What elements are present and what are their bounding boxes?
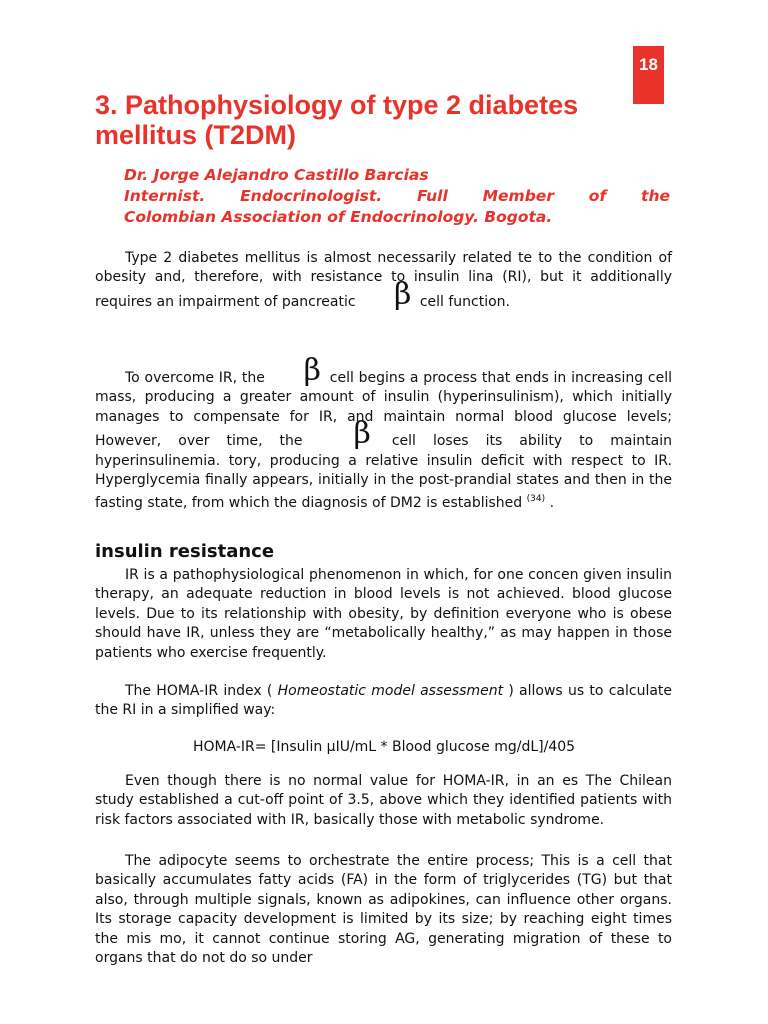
paragraph-beta-cell	[95, 353, 673, 514]
paragraph-text: Type 2 diabetes mellitus is almost necessarily related te to the condition of obesity and, therefore, with resistance to insulin lina (RI), but it additionally requires an impairment of pancreatic	[95, 250, 672, 310]
paragraph-text: cell begins a process that ends in increasing cell mass, producing a greater amount of insulin (hyperinsulinism), which initially manages to compensate for IR, and maintain normal blood glucose levels; However, over time, the	[95, 370, 673, 450]
paragraph-text: Even though there is no normal value for HOMA-IR, in an es The Chilean study established a cut-off point of 3.5, above which they identified patients with risk factors associated with IR, basically those with metabolic syndrome.	[95, 773, 672, 828]
author-block	[124, 165, 670, 228]
paragraph-text: cell function.	[419, 293, 511, 310]
paragraph-text: To overcome IR, the	[125, 370, 265, 386]
paragraph-text: cell loses its ability to maintain hyperinsulinemia. tory, producing a relative insulin deficit with respect to IR. Hyperglycemia finally appears, initially in the post-prandial states and then in the fasting state, from which the diagnosis of DM2 is established	[95, 433, 673, 512]
homa-formula: HOMA-IR= [Insulin µIU/mL * Blood glucose mg/dL]/405	[192, 739, 576, 755]
citation-superscript: (34)	[526, 494, 546, 505]
beta-symbol: β	[353, 416, 371, 452]
paragraph-intro	[95, 249, 672, 312]
author-affiliation: Colombian Association of Endocrinology. Bogota.	[124, 208, 553, 226]
section-heading: insulin resistance	[95, 541, 275, 562]
page-number-badge: 18	[633, 46, 664, 104]
beta-symbol: β	[394, 276, 412, 312]
paragraph-ir-definition	[95, 566, 672, 663]
paragraph-adipocyte	[95, 852, 672, 968]
paragraph-text: .	[549, 495, 555, 512]
italic-term: Homeostatic model assessment	[277, 683, 504, 699]
paragraph-homa	[95, 682, 672, 721]
paragraph-text: ) allows us to calculate the RI in a simplified way:	[95, 683, 673, 719]
author-credentials: Internist. Endocrinologist. Full Member of the	[124, 187, 670, 205]
paragraph-text: The HOMA-IR index (	[125, 683, 273, 699]
paragraph-text: The adipocyte seems to orchestrate the entire process; This is a cell that basically accumulates fatty acids (FA) in the form of triglycerides (TG) but that also, through multiple signals, known as adipokines, can influence other organs. Its storage capacity development is limited by its size; by reaching eight times the mis mo, it cannot continue storing AG, generating migration of these to organs that do not do so under	[95, 853, 672, 967]
beta-symbol: β	[303, 353, 321, 388]
author-name: Dr. Jorge Alejandro Castillo Barcias	[124, 166, 429, 184]
paragraph-chilean-study	[95, 772, 672, 830]
chapter-title: 3. Pathophysiology of type 2 diabetes mellitus (T2DM)	[95, 90, 579, 150]
paragraph-text: IR is a pathophysiological phenomenon in which, for one concen given insulin therapy, an adequate reduction in blood levels is not achieved. blood glucose levels. Due to its relationship with obesity, by definition everyone who is obese should have IR, unless they are “metabolically healthy,” as may happen in those patients who exercise frequently.	[95, 567, 672, 661]
